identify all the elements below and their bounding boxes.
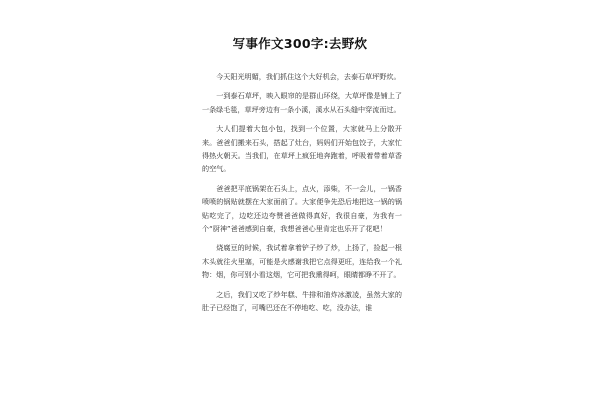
essay-title: 写事作文300字:去野炊: [232, 36, 368, 51]
paragraph-5: 烧腐豆的时候，我试着拿着铲子炒了炒，上扬了，捡起一根木头就往火里塞，可能是火感谢我把它点得更旺，连给我一个礼物：烟，你可别小看这烟，它可把我熏得呵，眼睛都睁不开了。: [202, 243, 402, 280]
paragraph-1: 今天阳光明媚，我们抓住这个大好机会，去泰石草坪野炊。: [216, 72, 401, 81]
paragraph-6: 之后，我们又吃了炒年糕、牛排和油炸冰激凌，虽然大家的肚子已经饱了，可嘴巴还在不停地吃、吃，没办法，谁: [202, 289, 402, 313]
paragraph-3: 大人们提着大包小包，找到一个位置，大家就马上分散开来。爸爸们搬来石头，搭起了灶台，妈妈们开始包饺子，大家忙得热火朝天。当我们，在草坪上疯狂地奔跑着，呼吸着带着草香的空气。: [202, 124, 402, 174]
paragraph-2: 一到泰石草坪，映入眼帘的是群山环绕，大草坪像是铺上了一条绿毛毯，草坪旁边有一条小溪，溪水从石头缝中穿流而过。: [202, 91, 402, 114]
essay-body: [202, 70, 402, 321]
paragraph-4: 爸爸把平底锅架在石头上，点火，添柴，不一会儿，一锅香喷喷的锅贴就摆在大家面前了。大家便争先恐后地把这一锅的锅贴吃完了，边吃还边夸赞爸爸做得真好，我很自豪，为我有一个“厨神”爸爸感到自豪，我想爸爸心里肯定也乐开了花吧！: [202, 183, 402, 234]
